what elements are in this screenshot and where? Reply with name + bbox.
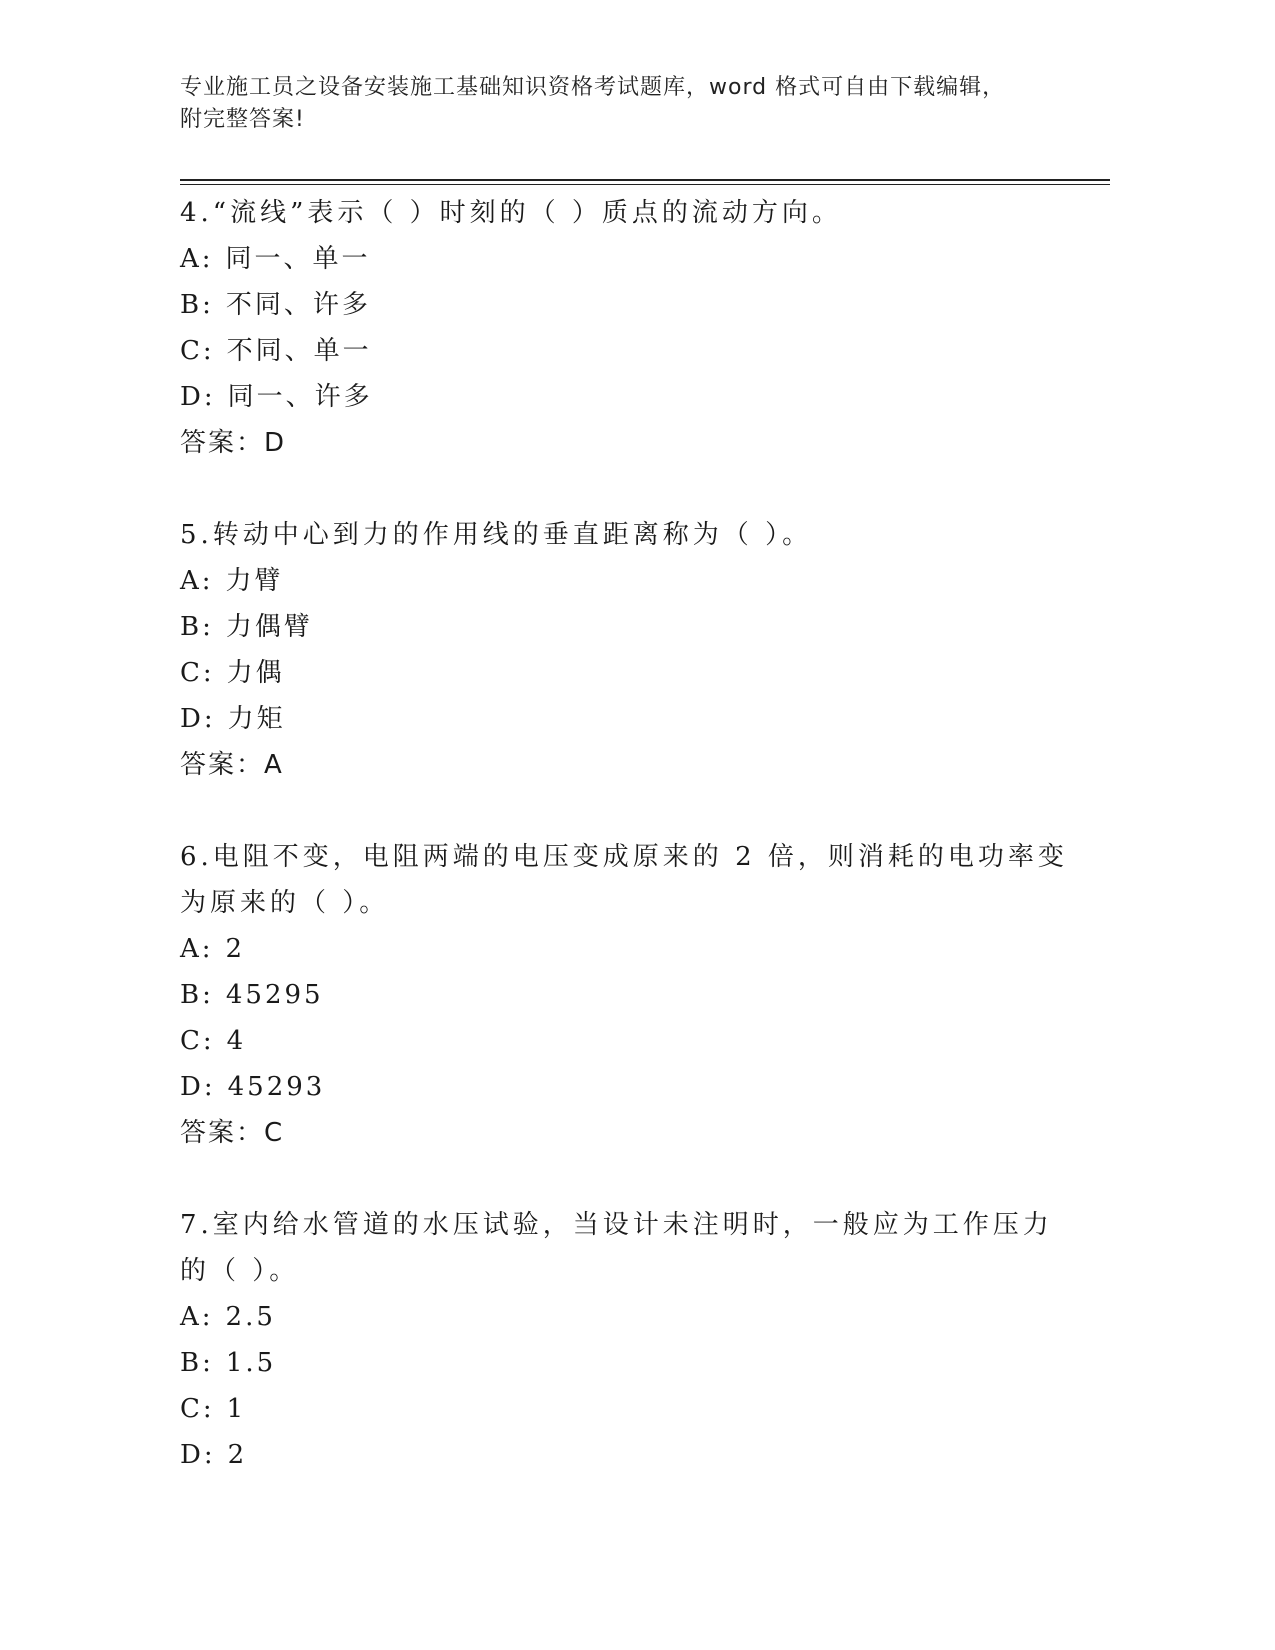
question-block xyxy=(180,1202,1080,1478)
question-stem: 7.室内给水管道的水压试验，当设计未注明时，一般应为工作压力的（ ）。 xyxy=(180,1210,1053,1286)
option-separator: : xyxy=(202,1026,215,1056)
option-a xyxy=(180,1294,1080,1340)
option-d xyxy=(180,374,1080,420)
option-letter: C xyxy=(180,1394,203,1424)
question-stem: 4.“流线”表示（ ）时刻的（ ）质点的流动方向。 xyxy=(180,198,842,228)
option-text: 力偶臂 xyxy=(225,612,313,642)
option-separator: : xyxy=(202,1348,214,1378)
option-text: 不同、许多 xyxy=(225,290,371,320)
option-text: 2 xyxy=(225,934,246,964)
option-separator: : xyxy=(203,704,216,734)
option-a xyxy=(180,558,1080,604)
option-c xyxy=(180,328,1080,374)
option-b xyxy=(180,1340,1080,1386)
option-separator: : xyxy=(202,612,214,642)
option-separator: : xyxy=(202,1394,215,1424)
question-stem: 5.转动中心到力的作用线的垂直距离称为（ ）。 xyxy=(180,520,813,550)
option-letter: D xyxy=(180,704,204,734)
option-letter: B xyxy=(180,290,203,320)
option-separator: : xyxy=(202,290,214,320)
option-a xyxy=(180,926,1080,972)
question-stem: 6.电阻不变，电阻两端的电压变成原来的 2 倍，则消耗的电功率变为原来的（ ）。 xyxy=(180,842,1068,918)
option-b xyxy=(180,604,1080,650)
question-block xyxy=(180,190,1080,466)
option-text: 2 xyxy=(227,1440,248,1470)
option-text: 同一、许多 xyxy=(227,382,373,412)
option-separator: : xyxy=(203,382,216,412)
option-separator: : xyxy=(201,244,214,274)
option-d xyxy=(180,1064,1080,1110)
option-letter: D xyxy=(180,1440,204,1470)
option-text: 同一、单一 xyxy=(225,244,371,274)
option-text: 不同、单一 xyxy=(226,336,372,366)
option-b xyxy=(180,282,1080,328)
option-separator: : xyxy=(203,1072,216,1102)
option-letter: A xyxy=(180,566,202,596)
header-line-1: 专业施工员之设备安装施工基础知识资格考试题库，word 格式可自由下载编辑， xyxy=(180,75,1006,100)
option-separator: : xyxy=(202,336,215,366)
option-separator: : xyxy=(201,934,214,964)
option-c xyxy=(180,650,1080,696)
option-b xyxy=(180,972,1080,1018)
option-text: 4 xyxy=(226,1026,247,1056)
option-text: 力臂 xyxy=(225,566,284,596)
answer-line: 答案：A xyxy=(180,750,284,780)
option-c xyxy=(180,1386,1080,1432)
option-letter: D xyxy=(180,1072,204,1102)
option-letter: D xyxy=(180,382,204,412)
option-letter: C xyxy=(180,658,203,688)
option-text: 45293 xyxy=(227,1072,326,1102)
option-text: 力偶 xyxy=(226,658,285,688)
header-divider-thin xyxy=(180,184,1110,185)
header-line-2: 附完整答案! xyxy=(180,107,305,132)
document-header xyxy=(180,72,1080,136)
option-text: 1 xyxy=(226,1394,247,1424)
option-text: 2.5 xyxy=(225,1302,276,1332)
option-letter: B xyxy=(180,1348,203,1378)
option-d xyxy=(180,696,1080,742)
question-block xyxy=(180,512,1080,788)
option-letter: C xyxy=(180,1026,203,1056)
option-a xyxy=(180,236,1080,282)
option-letter: B xyxy=(180,980,203,1010)
option-letter: A xyxy=(180,934,202,964)
header-divider-thick xyxy=(180,179,1110,181)
option-text: 45295 xyxy=(225,980,324,1010)
option-letter: A xyxy=(180,1302,202,1332)
option-separator: : xyxy=(203,1440,216,1470)
option-separator: : xyxy=(202,980,214,1010)
question-block xyxy=(180,834,1080,1156)
question-list xyxy=(180,190,1080,1524)
option-text: 1.5 xyxy=(225,1348,277,1378)
option-separator: : xyxy=(201,1302,214,1332)
option-text: 力矩 xyxy=(227,704,286,734)
option-c xyxy=(180,1018,1080,1064)
answer-line: 答案：D xyxy=(180,428,287,458)
option-letter: B xyxy=(180,612,203,642)
option-separator: : xyxy=(202,658,215,688)
option-d xyxy=(180,1432,1080,1478)
answer-line: 答案：C xyxy=(180,1118,285,1148)
option-letter: C xyxy=(180,336,203,366)
option-letter: A xyxy=(180,244,202,274)
option-separator: : xyxy=(201,566,214,596)
